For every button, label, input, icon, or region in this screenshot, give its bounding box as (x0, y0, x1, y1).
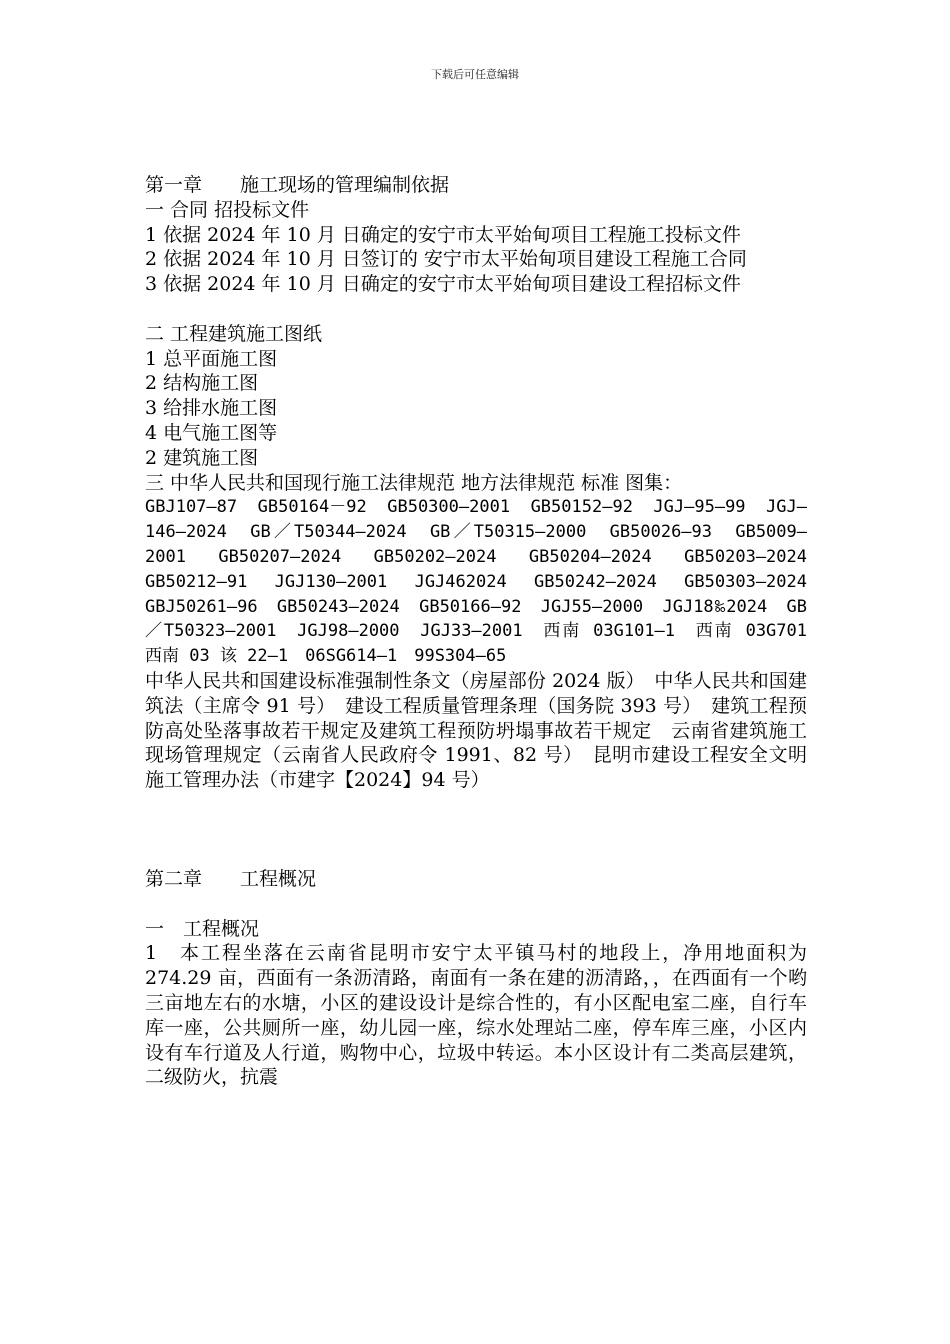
drawing-item-3: 3 给排水施工图 (145, 397, 278, 420)
basis-item-2: 2 依据 2024 年 10 月 日签订的 安宁市太平始甸项目建设工程施工合同 (145, 248, 747, 271)
drawing-item-2: 2 结构施工图 (145, 372, 259, 395)
overview-paragraph: 1 本工程坐落在云南省昆明市安宁太平镇马村的地段上，净用地面积为 274.29 亩，西面有一条沥清路，南面有一条在建的沥清路，，在西面有一个哟三亩地左右的水塘，小区的建设设计是综合性的，有小区配电室二座，自行车库一座，公共厕所一座，幼儿园一座，综水处理站二座，停车库三座，小区内设有车行道及人行道，购物中心，垃圾中转运。本小区设计有二类高层建筑，二级防火，抗震 (145, 942, 807, 1089)
section-3-title: 三 中华人民共和国现行施工法律规范 地方法律规范 标准 图集： (145, 471, 683, 494)
overview-section-title: 一 工程概况 (145, 917, 260, 940)
spacer (145, 793, 807, 867)
section-2-title: 二 工程建筑施工图纸 (145, 322, 323, 345)
drawing-item-1: 1 总平面施工图 (145, 347, 278, 370)
regulations-list: 中华人民共和国建设标准强制性条文（房屋部份 2024 版） 中华人民共和国建筑法（主席令 91 号） 建设工程质量管理条理（国务院 393 号） 建筑工程预防高处坠落事故若干规定及建筑工程预防坍塌事故若干规定 云南省建筑施工现场管理规定（云南省人民政府令 1991、82 号） 昆明市建设工程安全文明施工管理办法（市建字【2024】94 号） (145, 669, 807, 792)
chapter-2-title: 第二章 工程概况 (145, 867, 317, 890)
basis-item-3: 3 依据 2024 年 10 月 日确定的安宁市太平始甸项目建设工程招标文件 (145, 273, 741, 296)
drawing-item-4: 4 电气施工图等 (145, 421, 278, 444)
spacer (145, 892, 807, 917)
spacer (145, 297, 807, 322)
page-header: 下载后可任意编辑 (431, 68, 519, 81)
standards-list: GBJ107—87 GB50164－92 GB50300—2001 GB50152—92 JGJ—95—99 JGJ—146—2024 GB／T50344—2024 GB／T50315—2000 GB50026—93 GB5009—2001 GB50207—2024 GB50202—2024 GB50204—2024 GB50203—2024 GB50212—91 JGJ130—2001 JGJ462024 GB50242—2024 GB50303—2024 GBJ50261—96 GB50243—2024 GB50166—92 JGJ55—2000 JGJ18‰2024 GB／T50323—2001 JGJ98—2000 JGJ33—2001 西南 03G101—1 西南 03G701 西南 03 该 22—1 06SG614—1 99S304—65 (145, 497, 824, 667)
basis-item-1: 1 依据 2024 年 10 月 日确定的安宁市太平始甸项目工程施工投标文件 (145, 223, 741, 246)
section-1-title: 一 合同 招投标文件 (145, 198, 310, 221)
drawing-item-5: 2 建筑施工图 (145, 446, 259, 469)
chapter-1-title: 第一章 施工现场的管理编制依据 (145, 174, 450, 196)
document-body (145, 173, 824, 1090)
